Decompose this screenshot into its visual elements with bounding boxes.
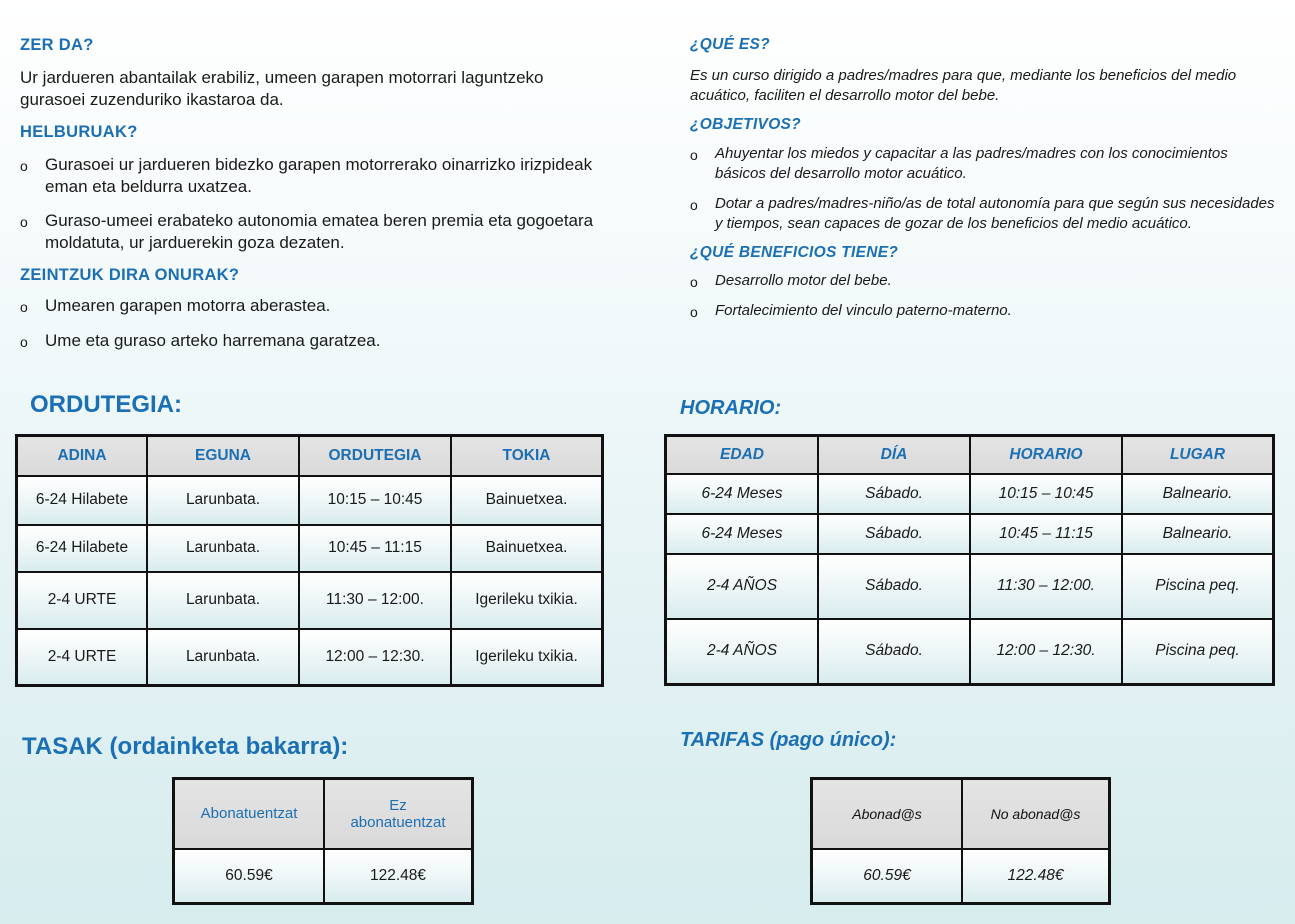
spanish-goal-text: Dotar a padres/madres-niño/as de total autonomía para que según sus necesidades y tiempos, sean capaces de gozar de los beneficios del medio acuático. <box>715 195 1275 232</box>
column-header: ADINA <box>17 436 148 476</box>
spanish-schedule-table <box>664 434 1275 686</box>
basque-info <box>20 36 610 353</box>
table-header-row <box>174 779 473 849</box>
table-header-row <box>17 436 603 476</box>
table-cell: 10:15 – 10:45 <box>299 476 451 525</box>
table-row <box>666 474 1274 514</box>
table-cell: 12:00 – 12:30. <box>970 619 1122 685</box>
table-cell: Bainuetxea. <box>451 525 603 572</box>
table-row <box>17 629 603 686</box>
column-header: EGUNA <box>147 436 299 476</box>
column-header: HORARIO <box>970 436 1122 474</box>
bullet-icon: o <box>690 304 698 320</box>
table-cell: Sábado. <box>818 474 970 514</box>
bullet-icon: o <box>20 299 28 315</box>
spanish-benefit-text: Desarrollo motor del bebe. <box>715 272 892 289</box>
spanish-schedule-title: HORARIO: <box>680 397 782 419</box>
basque-what-heading: ZER DA? <box>20 36 94 54</box>
spanish-what-heading: ¿QUÉ ES? <box>690 36 770 53</box>
basque-benefit-text: Umearen garapen motorra aberastea. <box>45 296 331 315</box>
table-cell: 12:00 – 12:30. <box>299 629 451 686</box>
table-row <box>666 554 1274 619</box>
table-cell: Igerileku txikia. <box>451 572 603 629</box>
table-row <box>812 849 1110 904</box>
basque-goal-item <box>20 210 610 254</box>
spanish-benefit-item <box>690 271 1280 292</box>
column-header: ORDUTEGIA <box>299 436 451 476</box>
basque-benefit-text: Ume eta guraso arteko harremana garatzea. <box>45 331 381 350</box>
column-header: Ez abonatuentzat <box>324 779 473 849</box>
table-cell: Piscina peq. <box>1122 554 1274 619</box>
table-cell: 6-24 Hilabete <box>17 525 148 572</box>
bullet-icon: o <box>690 197 698 213</box>
basque-benefit-item <box>20 295 610 318</box>
column-header: Abonatuentzat <box>174 779 325 849</box>
basque-schedule-title: ORDUTEGIA: <box>30 391 182 418</box>
spanish-goal-text: Ahuyentar los miedos y capacitar a las padres/madres con los conocimientos básicos del desarrollo motor acuático. <box>715 145 1228 182</box>
spanish-goal-item <box>690 144 1280 184</box>
spanish-fees-table <box>810 777 1111 905</box>
table-cell: 60.59€ <box>174 849 325 904</box>
table-cell: 10:15 – 10:45 <box>970 474 1122 514</box>
table-header-row <box>812 779 1110 849</box>
table-cell: Balneario. <box>1122 514 1274 554</box>
table-cell: 6-24 Meses <box>666 514 819 554</box>
basque-what-text: Ur jardueren abantailak erabiliz, umeen garapen motorrari laguntzeko gurasoei zuzenduriko ikastaroa da. <box>20 68 544 109</box>
table-cell: 6-24 Meses <box>666 474 819 514</box>
basque-goal-item <box>20 154 610 198</box>
table-cell: Larunbata. <box>147 525 299 572</box>
spanish-fees-title: TARIFAS (pago único): <box>680 729 897 751</box>
table-cell: Balneario. <box>1122 474 1274 514</box>
table-cell: 11:30 – 12:00. <box>299 572 451 629</box>
bullet-icon: o <box>20 214 28 230</box>
basque-benefit-item <box>20 330 610 353</box>
table-cell: Sábado. <box>818 554 970 619</box>
table-row <box>17 476 603 525</box>
table-row <box>666 514 1274 554</box>
table-row <box>17 572 603 629</box>
bullet-icon: o <box>20 334 28 350</box>
basque-goal-text: Gurasoei ur jardueren bidezko garapen motorrerako oinarrizko irizpideak eman eta beldurra uxatzea. <box>45 155 593 196</box>
spanish-benefit-item <box>690 301 1280 322</box>
bullet-icon: o <box>20 158 28 174</box>
table-cell: 10:45 – 11:15 <box>970 514 1122 554</box>
basque-goal-text: Guraso-umeei erabateko autonomia ematea beren premia eta gogoetara moldatuta, ur jarduerekin goza dezaten. <box>45 211 594 252</box>
column-header: TOKIA <box>451 436 603 476</box>
table-cell: Igerileku txikia. <box>451 629 603 686</box>
table-cell: 11:30 – 12:00. <box>970 554 1122 619</box>
spanish-benefit-text: Fortalecimiento del vinculo paterno-materno. <box>715 302 1012 319</box>
table-cell: 2-4 AÑOS <box>666 554 819 619</box>
column-header: Abonad@s <box>812 779 963 849</box>
basque-schedule-table <box>15 434 604 687</box>
spanish-info <box>690 36 1280 322</box>
table-cell: 122.48€ <box>962 849 1110 904</box>
table-cell: 2-4 AÑOS <box>666 619 819 685</box>
table-cell: 2-4 URTE <box>17 572 148 629</box>
table-cell: 10:45 – 11:15 <box>299 525 451 572</box>
spanish-goals-heading: ¿OBJETIVOS? <box>690 116 801 133</box>
column-header: DÍA <box>818 436 970 474</box>
table-cell: Sábado. <box>818 514 970 554</box>
table-cell: 6-24 Hilabete <box>17 476 148 525</box>
spanish-goal-item <box>690 194 1280 234</box>
table-cell: 60.59€ <box>812 849 963 904</box>
table-cell: Bainuetxea. <box>451 476 603 525</box>
table-cell: Sábado. <box>818 619 970 685</box>
spanish-what-text: Es un curso dirigido a padres/madres para que, mediante los beneficios del medio acuático, faciliten el desarrollo motor del bebe. <box>690 67 1237 104</box>
bullet-icon: o <box>690 274 698 290</box>
column-header: LUGAR <box>1122 436 1274 474</box>
table-cell: Larunbata. <box>147 476 299 525</box>
table-cell: Piscina peq. <box>1122 619 1274 685</box>
table-cell: 122.48€ <box>324 849 473 904</box>
basque-fees-title: TASAK (ordainketa bakarra): <box>22 733 349 760</box>
spanish-benefits-heading: ¿QUÉ BENEFICIOS TIENE? <box>690 244 899 261</box>
basque-fees-table <box>172 777 474 905</box>
table-row <box>174 849 473 904</box>
column-header: EDAD <box>666 436 819 474</box>
basque-goals-heading: HELBURUAK? <box>20 123 138 141</box>
table-cell: 2-4 URTE <box>17 629 148 686</box>
table-header-row <box>666 436 1274 474</box>
table-cell: Larunbata. <box>147 629 299 686</box>
table-row <box>666 619 1274 685</box>
table-row <box>17 525 603 572</box>
basque-benefits-heading: ZEINTZUK DIRA ONURAK? <box>20 266 240 284</box>
table-cell: Larunbata. <box>147 572 299 629</box>
column-header: No abonad@s <box>962 779 1110 849</box>
bullet-icon: o <box>690 147 698 163</box>
